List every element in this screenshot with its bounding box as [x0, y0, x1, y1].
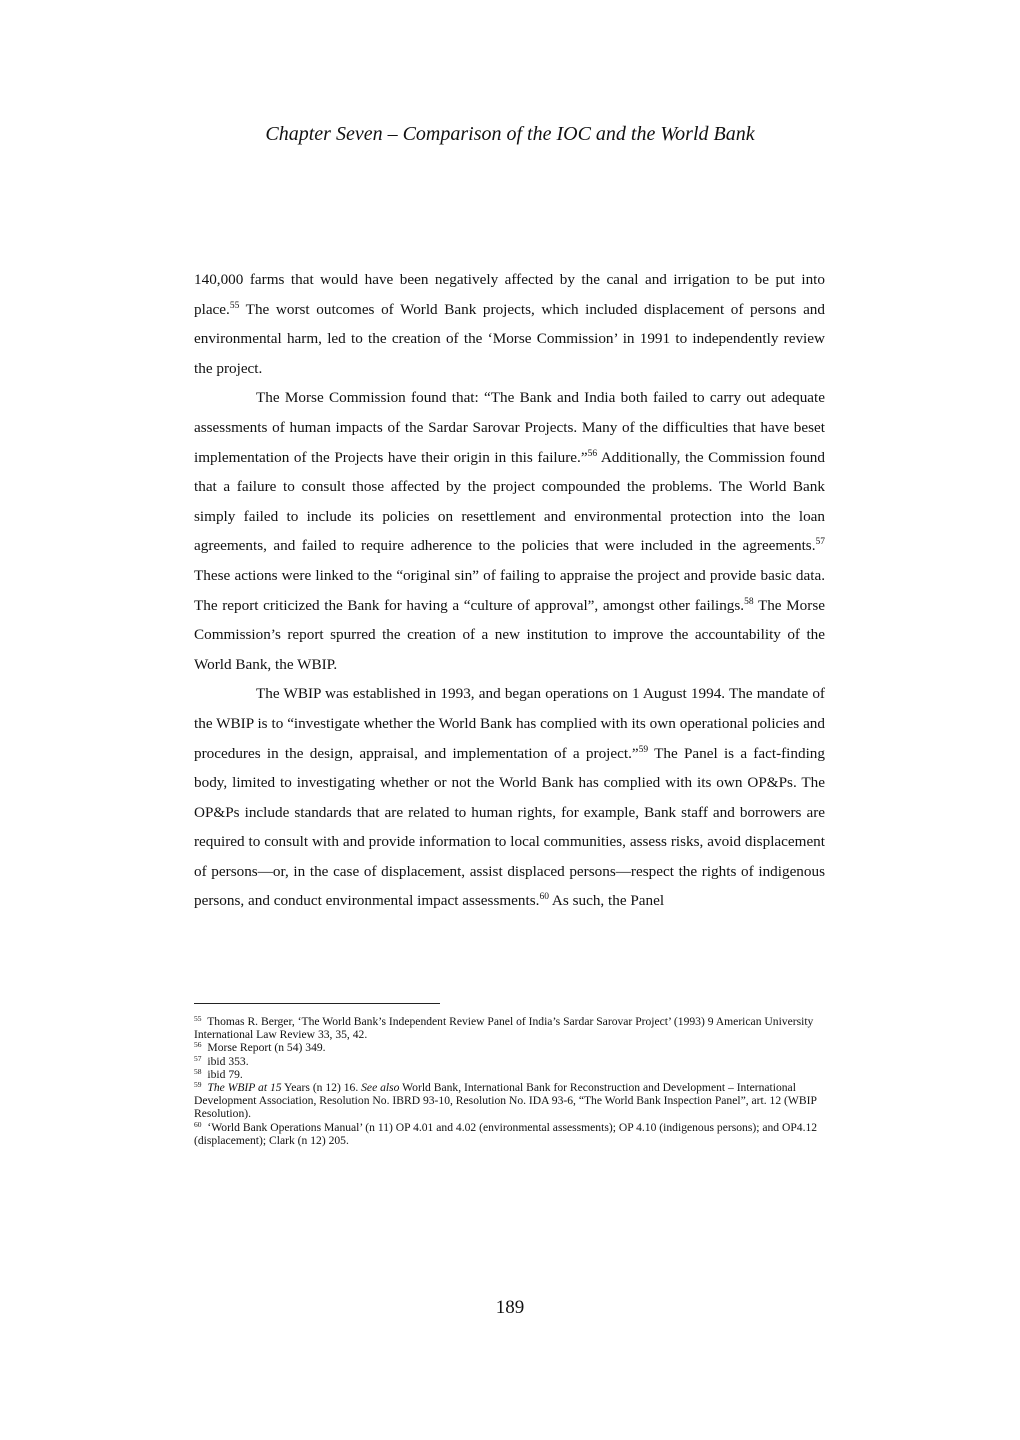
italic-text: See also [361, 1081, 400, 1095]
text-run: The WBIP was established in 1993, and began operations on 1 August 1994. The mandate of the WBIP is to “investigate whether the World Bank has complied with its own operational policies and procedures in the design, appraisal, and implementation of a project.” [194, 685, 825, 762]
footnote [194, 1068, 825, 1081]
text-run: Years (n 12) 16. [281, 1081, 362, 1095]
text-run: The Morse Commission’s report spurred the creation of a new institution to improve the accountability of the World Bank, the WBIP. [194, 596, 825, 673]
text-run: As such, the Panel [548, 892, 665, 910]
body-text [194, 265, 825, 916]
body-paragraph [194, 265, 825, 383]
text-run: ibid 353. [204, 1054, 249, 1068]
footnote-number: 56 [194, 1040, 202, 1050]
text-run: The Panel is a fact-finding body, limited to investigating whether or not the World Bank has complied with its own OP&Ps. The OP&Ps include standards that are related to human rights, for example, Bank staff and borrowers are required to consult with and provide information to local communities, assess risks, avoid displacement of persons—or, in the case of displacement, assist displaced persons—respect the rights of indigenous persons, and conduct environmental impact assessments. [194, 744, 825, 910]
footnote-number: 58 [194, 1066, 202, 1076]
footnote-separator [194, 1003, 440, 1004]
footnote [194, 1055, 825, 1068]
footnote-reference[interactable]: 55 [229, 300, 240, 311]
footnote-number: 57 [194, 1053, 202, 1063]
text-run: 140,000 farms that would have been negatively affected by the canal and irrigation to be put into place. [194, 271, 825, 318]
text-run: The worst outcomes of World Bank projects, which included displacement of persons and environmental harm, led to the creation of the ‘Morse Commission’ in 1991 to independently review the project. [194, 300, 825, 377]
text-run: ibid 79. [204, 1067, 243, 1081]
text-run: World Bank, International Bank for Reconstruction and Development – International Development Association, Resolution No. IBRD 93-10, Resolution No. IDA 93-6, “The World Bank Inspection Panel”, art. 12 (WBIP Resolution). [194, 1081, 817, 1121]
footnotes [194, 1015, 825, 1147]
text-run: Morse Report (n 54) 349. [204, 1041, 326, 1055]
text-run: These actions were linked to the “original sin” of failing to appraise the project and provide basic data. The report criticized the Bank for having a “culture of approval”, amongst other failings. [194, 566, 825, 614]
running-header: Chapter Seven – Comparison of the IOC and the World Bank [265, 123, 755, 145]
footnote [194, 1015, 825, 1041]
italic-text: The WBIP at 15 [204, 1081, 282, 1095]
text-run: Additionally, the Commission found that a failure to consult those affected by the project compounded the problems. The World Bank simply failed to include its policies on resettlement and environmental protection into the loan agreements, and failed to require adherence to the policies that were included in the agreements. [194, 448, 825, 555]
footnote-reference[interactable]: 58 [744, 596, 754, 607]
footnote-number: 55 [194, 1014, 202, 1023]
footnote-reference[interactable]: 57 [815, 537, 825, 548]
footnote-reference[interactable]: 56 [587, 448, 598, 459]
text-run: Thomas R. Berger, ‘The World Bank’s Independent Review Panel of India’s Sardar Sarovar Project’ (1993) 9 American University International Law Review 33, 35, 42. [194, 1015, 814, 1042]
footnote-number: 59 [194, 1080, 202, 1090]
page-number: 189 [495, 1297, 525, 1318]
footnote [194, 1041, 825, 1054]
body-paragraph [194, 679, 825, 916]
footnote-reference[interactable]: 59 [638, 744, 649, 755]
footnote [194, 1081, 825, 1121]
footnote-reference[interactable]: 60 [539, 892, 549, 903]
text-run: The Morse Commission found that: “The Bank and India both failed to carry out adequate assessments of human impacts of the Sardar Sarovar Projects. Many of the difficulties that have beset implementation of the Projects have their origin in this failure.” [194, 389, 825, 466]
footnote [194, 1121, 825, 1147]
footnote-number: 60 [194, 1119, 202, 1129]
body-paragraph [194, 383, 825, 679]
text-run: ‘World Bank Operations Manual’ (n 11) OP 4.01 and 4.02 (environmental assessments); OP 4.10 (indigenous persons); and OP4.12 (displacement); Clark (n 12) 205. [194, 1120, 818, 1147]
